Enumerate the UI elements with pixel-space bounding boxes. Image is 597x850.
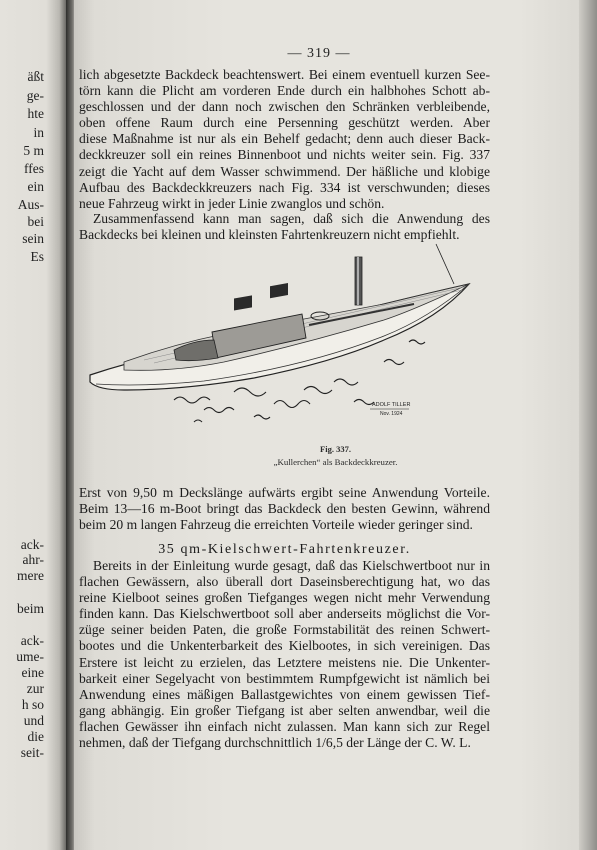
left-page-text-fragment: h so (21, 697, 44, 712)
text-line: flachen Gewässern, also überall dort Daseinsberechtigung hat, wo das (79, 574, 490, 590)
left-page-text-fragment: 5 m (23, 143, 44, 158)
text-line: Bereits in der Einleitung wurde gesagt, daß das Kielschwertboot nur in (93, 558, 490, 573)
text-line: törn kann die Plicht am vorderen Ende durch ein halbhohes Schott ab- (79, 83, 490, 99)
text-line: geschlossen und der dann noch zwischen den Schränken verbleibende, (79, 99, 490, 115)
left-page-text-fragment: ein (27, 179, 44, 194)
svg-text:Nov. 1924: Nov. 1924 (380, 411, 403, 417)
left-page-edge (0, 0, 66, 850)
text-line: bootes und die Unkenterbarkeit des Kielbootes, in sich vereinigen. Das (79, 638, 490, 654)
text-line: deckkreuzer soll ein reines Binnenboot und nichts weiter sein. Fig. 337 (79, 147, 490, 163)
left-page-text-fragment: in (33, 125, 44, 140)
text-line: Zusammenfassend kann man sagen, daß sich die Anwendung des (93, 211, 490, 226)
text-line: lich abgesetzte Backdeck beachtenswert. Bei einem eventuell kurzen See- (79, 67, 490, 82)
left-page-text-fragment: ack- (20, 633, 44, 648)
paragraph-3 (79, 485, 490, 533)
left-page-text-fragment: und (23, 713, 44, 728)
cabin-window (234, 295, 252, 310)
left-page-text-fragment: seit- (20, 745, 44, 760)
text-line: finden kann. Das Kielschwertboot soll aber anderseits möglichst die Vor- (79, 606, 490, 622)
text-line: Backdecks bei kleinen und kleinsten Fahrtenkreuzern nicht empfiehlt. (79, 227, 460, 243)
left-page-text-fragment: eine (21, 665, 44, 680)
section-heading: 35 qm-Kielschwert-Fahrtenkreuzer. (158, 542, 411, 557)
left-page-text-fragment: ume- (16, 649, 44, 664)
left-page-text-fragment: hte (27, 106, 44, 121)
artist-signature (370, 402, 410, 417)
svg-text:ADOLF TILLER: ADOLF TILLER (372, 402, 411, 408)
left-page-text-fragment: ge- (26, 88, 44, 103)
text-line: barkeit einer Segelyacht von bestimmtem Rumpfgewicht ist nämlich bei (79, 670, 490, 686)
figure-caption: „Kullerchen“ als Backdeckkreuzer. (273, 457, 398, 467)
yacht-illustration (84, 232, 484, 427)
left-page-text-fragment: sein (22, 231, 44, 246)
text-line: oben offene Raum durch eine Persenning geschützt werden. Aber (79, 115, 490, 131)
left-page-text-fragment: ahr- (22, 552, 44, 567)
left-page-text-fragment: mere (17, 568, 44, 583)
left-page-text-fragment: Aus- (17, 197, 44, 212)
text-line: zeigt die Yacht auf dem Wasser schwimmend. Der häßliche und klobige (79, 163, 490, 179)
left-page-text-fragment: Es (30, 249, 44, 264)
text-line: Aufbau des Backdeckkreuzers nach Fig. 334 ist verschwunden; dieses (79, 179, 490, 195)
left-page-text-fragment: zur (26, 681, 44, 696)
text-line: Erst von 9,50 m Deckslänge aufwärts ergibt seine Anwendung Vorteile. (79, 485, 490, 500)
text-line: Erstere ist leicht zu erzielen, das Letztere meistens nie. Die Unkenter- (79, 654, 490, 670)
page-edge (579, 0, 597, 850)
text-line: beim 20 m langen Fahrzeug die erreichten Vorteile wieder geringer sind. (79, 517, 473, 533)
text-line: reine Kielboot seines großen Tiefganges wegen nicht mehr Verwendung (79, 590, 490, 606)
left-page-text-fragment: ffes (24, 161, 44, 176)
text-line: züge seiner beiden Paten, die große Formstabilität des reinen Schwert- (79, 622, 490, 638)
left-page-text-fragment: die (27, 729, 44, 744)
paragraph-4 (79, 558, 490, 751)
forestay-line (436, 244, 454, 284)
text-line: neue Fahrzeug wirkt in jeder Linie zwanglos und schön. (79, 195, 385, 211)
page-number: — 319 — (287, 46, 351, 61)
left-page-text-fragment: beim (17, 601, 44, 616)
text-line: gang abhängig. Ein großer Tiefgang ist aber selten anwendbar, weil die (79, 702, 490, 718)
cockpit (174, 340, 218, 361)
text-line: Anwendung eines mäßigen Ballastgewichtes von einem gewissen Tief- (79, 686, 490, 702)
left-page-text-fragment: bei (27, 214, 44, 229)
text-line: flachen Gewässer ihn einfach nicht zulassen. Man kann sich zur Regel (79, 718, 490, 734)
text-line: diese Maßnahme ist nur als ein Behelf gedacht; denn auch dieser Back- (79, 131, 490, 147)
left-page-text-fragment: äßt (27, 69, 44, 84)
right-page (74, 0, 597, 850)
text-line: nehmen, daß der Tiefgang durchschnittlich 1/6,5 der Länge der C. W. L. (79, 735, 471, 751)
cabin-window (270, 283, 288, 298)
paragraph-1 (79, 67, 490, 212)
left-page-text-fragment: ack- (20, 537, 44, 552)
figure-label: Fig. 337. (320, 444, 351, 454)
text-line: Beim 13—16 m-Boot bringt das Backdeck den besten Gewinn, während (79, 501, 490, 517)
